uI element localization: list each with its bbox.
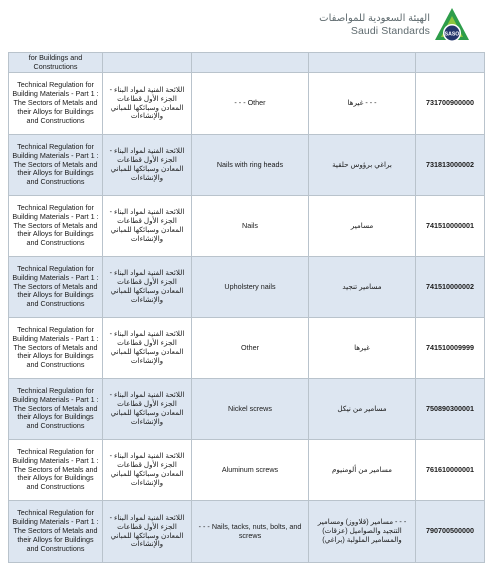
regulation-en-cell: Technical Regulation for Building Materials - Part 1 : The Sectors of Metals and their Alloys for Buildings and Constructions	[9, 440, 103, 501]
table-row	[9, 73, 485, 135]
description-en-cell: Other	[192, 318, 309, 379]
regulation-ar-cell: اللائحة الفنية لمواد البناء - الجزء الأول قطاعات المعادن وسبائكها للمباني والإنشاءات	[103, 440, 192, 501]
table-row	[9, 135, 485, 196]
description-ar-cell: غيرها	[309, 318, 416, 379]
description-en-cell: Aluminum screws	[192, 440, 309, 501]
description-ar-cell: مسامير	[309, 196, 416, 257]
regulation-en-cell: Technical Regulation for Building Materials - Part 1 : The Sectors of Metals and their Alloys for Buildings and Constructions	[9, 379, 103, 440]
hs-code-cell: 750890300001	[416, 379, 485, 440]
logo-wordmark	[319, 13, 430, 37]
description-en-cell: - - - Nails, tacks, nuts, bolts, and screws	[192, 501, 309, 563]
regulation-table	[8, 52, 485, 563]
table-row-partial	[9, 53, 485, 73]
regulation-ar-cell: اللائحة الفنية لمواد البناء - الجزء الأول قطاعات المعادن وسبائكها للمباني والإنشاءات	[103, 318, 192, 379]
regulation-ar-cell: اللائحة الفنية لمواد البناء - الجزء الأول قطاعات المعادن وسبائكها للمباني والإنشاءات	[103, 196, 192, 257]
regulation-ar-cell	[103, 53, 192, 73]
logo-arabic-text: الهيئة السعودية للمواصفات	[319, 13, 430, 24]
description-ar-cell	[309, 53, 416, 73]
table-row	[9, 440, 485, 501]
regulation-ar-cell: اللائحة الفنية لمواد البناء - الجزء الأول قطاعات المعادن وسبائكها للمباني والإنشاءات	[103, 257, 192, 318]
regulation-ar-cell: اللائحة الفنية لمواد البناء - الجزء الأول قطاعات المعادن وسبائكها للمباني والإنشاءات	[103, 73, 192, 135]
hs-code-cell: 731813000002	[416, 135, 485, 196]
hs-code-cell: 731700900000	[416, 73, 485, 135]
description-ar-cell: - - - غيرها	[309, 73, 416, 135]
description-en-cell: Nails with ring heads	[192, 135, 309, 196]
table-row	[9, 257, 485, 318]
saso-logo-icon	[432, 6, 472, 46]
hs-code-cell: 741510009999	[416, 318, 485, 379]
hs-code-cell: 741510000002	[416, 257, 485, 318]
description-en-cell: Nickel screws	[192, 379, 309, 440]
regulation-en-cell: Technical Regulation for Building Materials - Part 1 : The Sectors of Metals and their Alloys for Buildings and Constructions	[9, 501, 103, 563]
description-ar-cell: - - - مسامير (قلاووز) ومسامير التنجيد والصواميل (عزقات) والمسامير الملولبة (براغي)	[309, 501, 416, 563]
table-row	[9, 318, 485, 379]
description-ar-cell: براغي برؤوس حلقية	[309, 135, 416, 196]
description-ar-cell: مسامير من نيكل	[309, 379, 416, 440]
regulation-en-cell: Technical Regulation for Building Materials - Part 1 : The Sectors of Metals and their Alloys for Buildings and Constructions	[9, 73, 103, 135]
description-ar-cell: مسامير تنجيد	[309, 257, 416, 318]
description-en-cell	[192, 53, 309, 73]
table-row	[9, 196, 485, 257]
table-row	[9, 379, 485, 440]
logo-english-text: Saudi Standards	[350, 25, 430, 37]
description-en-cell: - - - Other	[192, 73, 309, 135]
hs-code-cell: 741510000001	[416, 196, 485, 257]
page-header	[0, 0, 492, 52]
regulation-en-cell: Technical Regulation for Building Materials - Part 1 : The Sectors of Metals and their Alloys for Buildings and Constructions	[9, 257, 103, 318]
regulation-ar-cell: اللائحة الفنية لمواد البناء - الجزء الأول قطاعات المعادن وسبائكها للمباني والإنشاءات	[103, 135, 192, 196]
table-row	[9, 501, 485, 563]
regulation-en-cell: Technical Regulation for Building Materials - Part 1 : The Sectors of Metals and their Alloys for Buildings and Constructions	[9, 135, 103, 196]
regulation-ar-cell: اللائحة الفنية لمواد البناء - الجزء الأول قطاعات المعادن وسبائكها للمباني والإنشاءات	[103, 379, 192, 440]
regulation-en-cell: for Buildings and Constructions	[9, 53, 103, 73]
hs-code-cell	[416, 53, 485, 73]
description-ar-cell: مسامير من ألومنيوم	[309, 440, 416, 501]
regulation-en-cell: Technical Regulation for Building Materials - Part 1 : The Sectors of Metals and their Alloys for Buildings and Constructions	[9, 318, 103, 379]
description-en-cell: Nails	[192, 196, 309, 257]
regulation-ar-cell: اللائحة الفنية لمواد البناء - الجزء الأول قطاعات المعادن وسبائكها للمباني والإنشاءات	[103, 501, 192, 563]
logo-badge-text: SASO	[444, 31, 460, 38]
hs-code-cell: 790700500000	[416, 501, 485, 563]
description-en-cell: Upholstery nails	[192, 257, 309, 318]
hs-code-cell: 761610000001	[416, 440, 485, 501]
regulation-en-cell: Technical Regulation for Building Materials - Part 1 : The Sectors of Metals and their Alloys for Buildings and Constructions	[9, 196, 103, 257]
